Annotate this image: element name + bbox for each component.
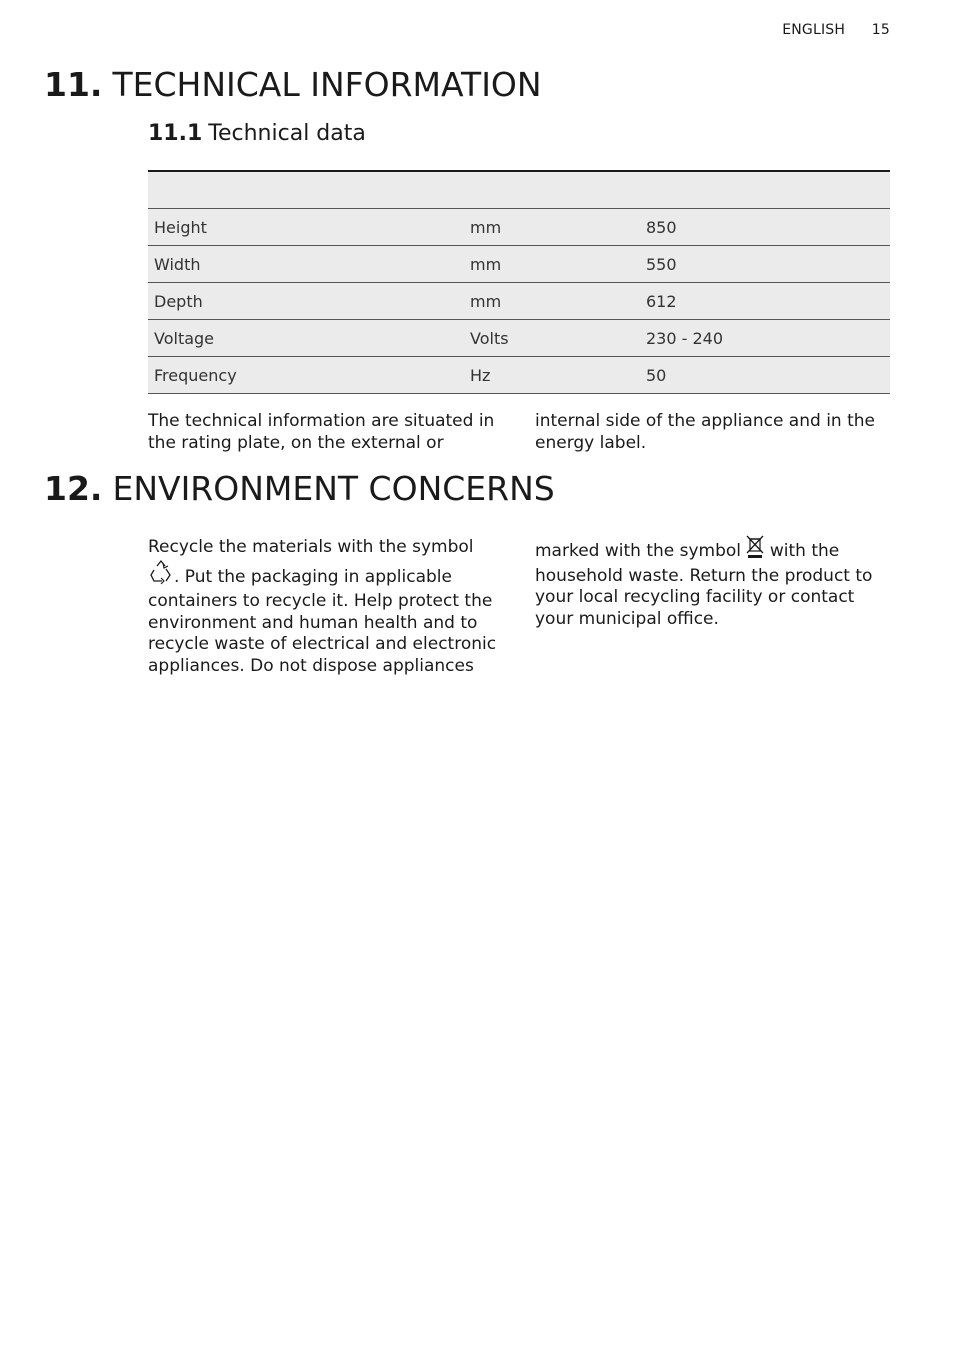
- table-cell-unit: Hz: [464, 357, 640, 394]
- page-number: 15: [871, 22, 890, 38]
- table-cell-parameter: Height: [148, 209, 464, 246]
- subsection-11-1-number: 11.1: [148, 121, 203, 146]
- section-11-title: TECHNICAL INFORMATION: [112, 65, 542, 104]
- section-11-number: 11.: [44, 65, 103, 104]
- table-row: [148, 320, 890, 357]
- table-row: [148, 357, 890, 394]
- environment-text-3: marked with the symbol: [535, 541, 742, 561]
- section-11-heading: [44, 65, 542, 104]
- table-cell-unit: mm: [464, 246, 640, 283]
- environment-text-4: with the household waste. Return the product to your local recycling facility or contact your municipal office.: [535, 541, 873, 629]
- table-cell-value: 50: [640, 357, 890, 394]
- table-cell-parameter: Width: [148, 246, 464, 283]
- table-cell-parameter: Frequency: [148, 357, 464, 394]
- table-row: [148, 209, 890, 246]
- table-cell-value: 550: [640, 246, 890, 283]
- section-12-number: 12.: [44, 469, 103, 508]
- table-cell-value: 230 - 240: [640, 320, 890, 357]
- table-cell-unit: Volts: [464, 320, 640, 357]
- header-language: ENGLISH: [782, 22, 846, 38]
- subsection-11-1-heading: [148, 122, 366, 146]
- environment-text-1: Recycle the materials with the symbol: [148, 537, 474, 557]
- crossed-bin-icon: [746, 535, 764, 566]
- table-row: [148, 246, 890, 283]
- table-header-cell: [640, 171, 890, 209]
- subsection-11-1-title: Technical data: [208, 121, 366, 146]
- table-cell-value: 612: [640, 283, 890, 320]
- recycle-icon: [148, 559, 174, 592]
- table-cell-unit: mm: [464, 283, 640, 320]
- table-header-cell: [148, 171, 464, 209]
- table-cell-unit: mm: [464, 209, 640, 246]
- environment-text-2: . Put the packaging in applicable containers to recycle it. Help protect the environment and human health and to recycle waste of electrical and electronic appliances. Do not dispose appliances: [148, 566, 497, 676]
- table-header-row: [148, 171, 890, 209]
- table-cell-value: 850: [640, 209, 890, 246]
- section-12-heading: [44, 469, 555, 508]
- table-cell-parameter: Depth: [148, 283, 464, 320]
- technical-note-right: internal side of the appliance and in the energy label.: [535, 411, 875, 453]
- technical-data-table: [148, 170, 890, 394]
- technical-note-left: The technical information are situated in the rating plate, on the external or: [148, 411, 495, 453]
- table-cell-parameter: Voltage: [148, 320, 464, 357]
- page-header: [782, 22, 890, 38]
- table-row: [148, 283, 890, 320]
- environment-paragraph-left: [148, 537, 504, 677]
- environment-paragraph-right: [535, 535, 891, 630]
- section-12-title: ENVIRONMENT CONCERNS: [112, 469, 555, 508]
- table-header-cell: [464, 171, 640, 209]
